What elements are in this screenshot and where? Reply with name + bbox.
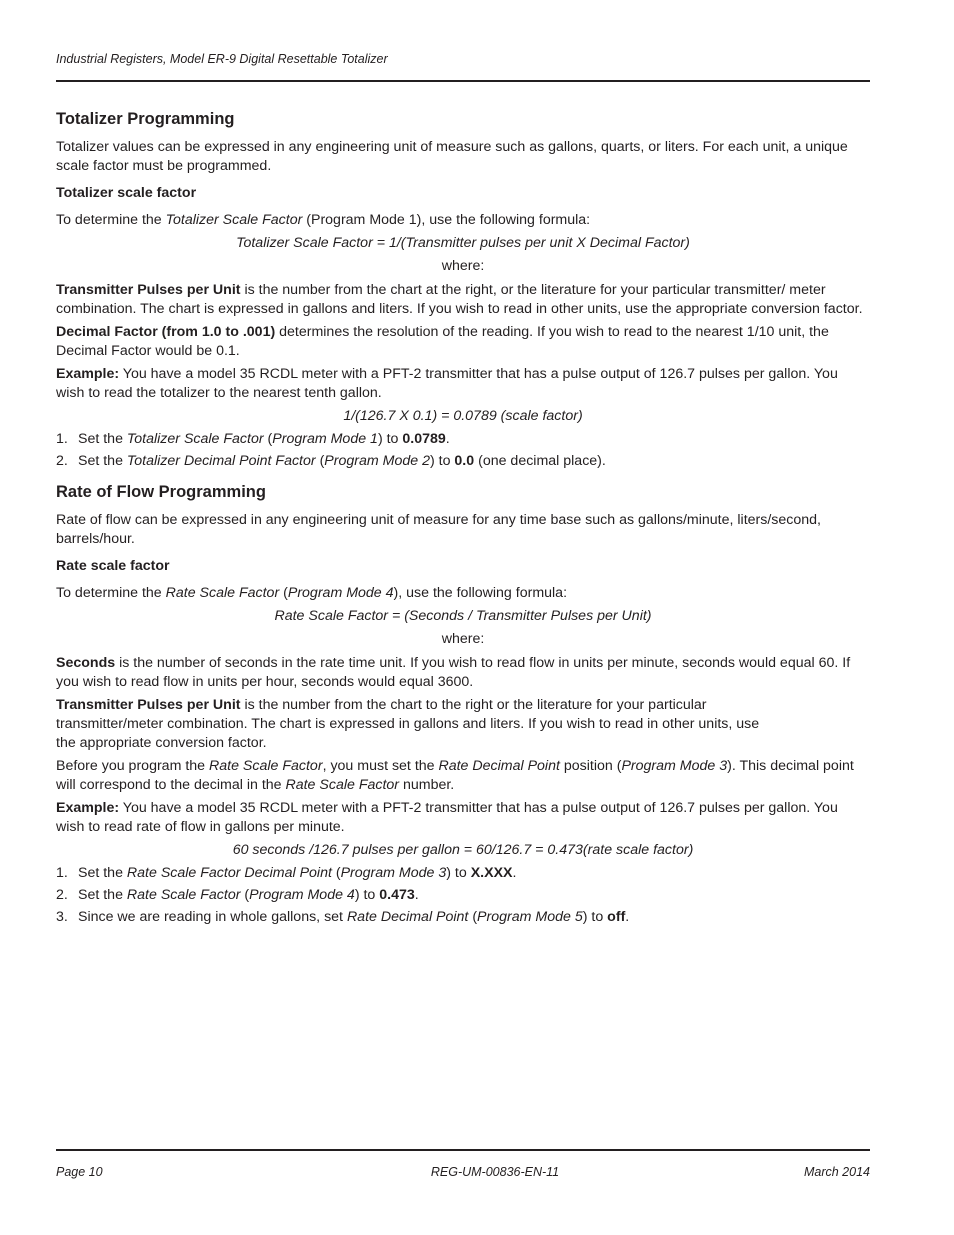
totalizer-calculation: 1/(126.7 X 0.1) = 0.0789 (scale factor) bbox=[343, 408, 583, 424]
rate-where: where: bbox=[441, 631, 485, 647]
rate-tpu-paragraph: Transmitter Pulses per Unit is the number from the chart to the right or the literature for your particular transmitter/meter combination. The chart is expressed in gallons and liters. If you wish to read in other units, use the appropriate conversion factor. bbox=[56, 697, 760, 751]
document-id: REG-UM-00836-EN-11 bbox=[430, 1165, 560, 1179]
totalizer-example-paragraph: Example: You have a model 35 RCDL meter with a PFT-2 transmitter that has a pulse output of 126.7 pulses per gallon. You wish to read the totalizer to the nearest tenth gallon. bbox=[56, 366, 838, 401]
totalizer-tpu-paragraph: Transmitter Pulses per Unit is the number from the chart at the right, or the literature for your particular transmitter/ meter combination. The chart is expressed in gallons and liters. If you wish to read in other units, use the appropriate conversion factor. bbox=[56, 282, 863, 317]
page-content bbox=[56, 108, 870, 935]
page-number: Page 10 bbox=[56, 1165, 103, 1179]
rate-formula: Rate Scale Factor = (Seconds / Transmitter Pulses per Unit) bbox=[274, 608, 652, 624]
rate-example-paragraph: Example: You have a model 35 RCDL meter with a PFT-2 transmitter that has a pulse output of 126.7 pulses per gallon. You wish to read rate of flow in gallons per minute. bbox=[56, 800, 838, 835]
list-item: 3. Since we are reading in whole gallons, set Rate Decimal Point (Program Mode 5) to off. bbox=[56, 909, 630, 925]
rate-calculation: 60 seconds /126.7 pulses per gallon = 60/126.7 = 0.473(rate scale factor) bbox=[232, 842, 694, 858]
list-item: 2. Set the Totalizer Decimal Point Factor (Program Mode 2) to 0.0 (one decimal place). bbox=[56, 453, 606, 469]
rate-subheading: Rate scale factor bbox=[56, 558, 170, 574]
totalizer-formula: Totalizer Scale Factor = 1/(Transmitter pulses per unit X Decimal Factor) bbox=[236, 235, 690, 251]
running-header: Industrial Registers, Model ER-9 Digital Resettable Totalizer bbox=[56, 52, 388, 66]
totalizer-steps bbox=[56, 430, 870, 471]
rate-before-paragraph: Before you program the Rate Scale Factor, you must set the Rate Decimal Point position (Program Mode 3). This decimal point will correspond to the decimal in the Rate Scale Factor number. bbox=[56, 758, 854, 793]
rate-determine: To determine the Rate Scale Factor (Program Mode 4), use the following formula: bbox=[56, 585, 568, 601]
totalizer-determine: To determine the Totalizer Scale Factor (Program Mode 1), use the following formula: bbox=[56, 212, 591, 228]
rate-seconds-paragraph: Seconds is the number of seconds in the rate time unit. If you wish to read flow in units per minute, seconds would equal 60. If you wish to read flow in units per hour, seconds would equal 3600. bbox=[56, 655, 851, 690]
header-rule bbox=[56, 80, 870, 82]
rate-steps bbox=[56, 864, 870, 927]
rate-heading: Rate of Flow Programming bbox=[56, 483, 266, 501]
totalizer-intro: Totalizer values can be expressed in any engineering unit of measure such as gallons, quarts, or liters. For each unit, a unique scale factor must be programmed. bbox=[56, 139, 848, 174]
totalizer-heading: Totalizer Programming bbox=[56, 110, 235, 128]
footer-rule bbox=[56, 1149, 870, 1151]
totalizer-subheading: Totalizer scale factor bbox=[56, 185, 197, 201]
publication-date: March 2014 bbox=[803, 1165, 870, 1179]
rate-intro: Rate of flow can be expressed in any engineering unit of measure for any time base such as gallons/minute, liters/second, barrels/hour. bbox=[56, 512, 821, 547]
totalizer-where: where: bbox=[441, 258, 485, 274]
list-item: 1. Set the Totalizer Scale Factor (Program Mode 1) to 0.0789. bbox=[56, 431, 450, 447]
list-item: 2. Set the Rate Scale Factor (Program Mode 4) to 0.473. bbox=[56, 887, 419, 903]
totalizer-decimal-factor-paragraph: Decimal Factor (from 1.0 to .001) determines the resolution of the reading. If you wish to read to the nearest 1/10 unit, the Decimal Factor would be 0.1. bbox=[56, 324, 829, 359]
list-item: 1. Set the Rate Scale Factor Decimal Point (Program Mode 3) to X.XXX. bbox=[56, 865, 517, 881]
